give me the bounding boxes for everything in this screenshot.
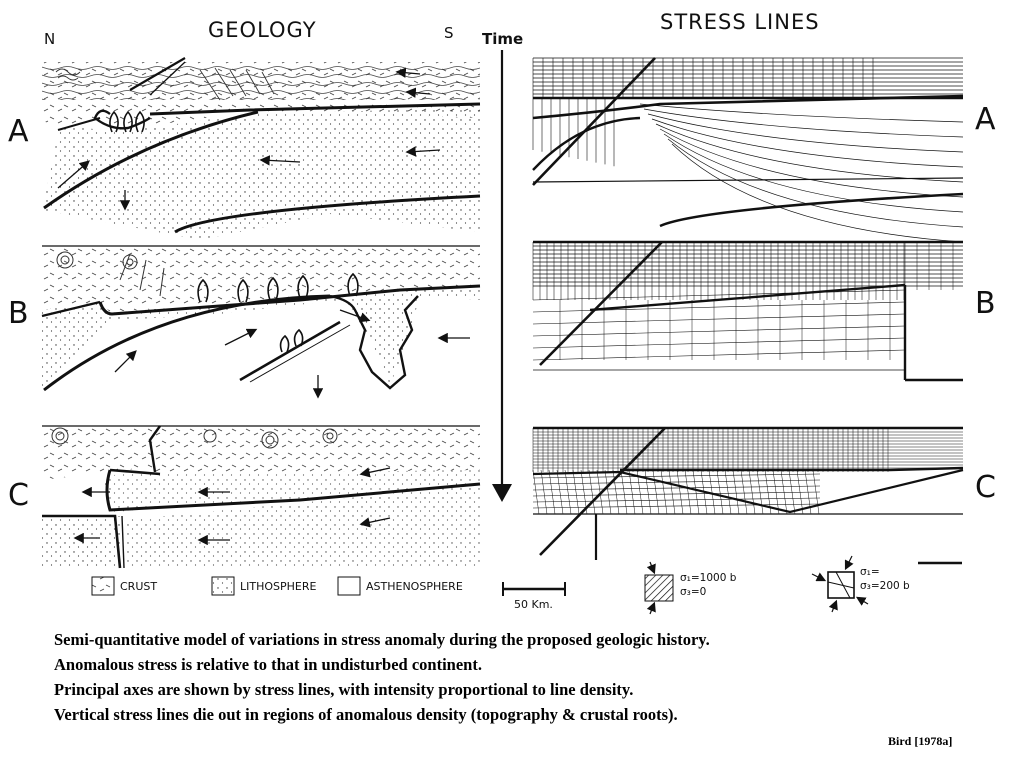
stress-curve: [672, 144, 963, 242]
caption-line-4: Vertical stress lines die out in regions of anomalous density (topography & crustal roots).: [54, 705, 678, 724]
stress-vertical: [749, 470, 755, 514]
stress-vertical: [549, 470, 555, 514]
stress-vertical: [661, 470, 667, 514]
fault-line: [540, 242, 662, 365]
stress-vertical: [717, 470, 723, 514]
stress-panel-b: [533, 242, 963, 380]
panel-label-a-left: A: [8, 114, 29, 149]
stress-curve: [533, 178, 963, 182]
south-label: S: [444, 24, 454, 42]
stress-panel-a: [533, 58, 963, 242]
stress-vertical: [757, 470, 763, 514]
stress-vertical: [533, 470, 539, 514]
stress-vertical: [605, 470, 611, 514]
stress-vertical: [789, 470, 795, 514]
stress-line: [533, 480, 820, 484]
stress-line: [533, 350, 905, 360]
stress-vertical: [541, 470, 547, 514]
stress-vertical: [733, 470, 739, 514]
stress-lines-title: STRESS LINES: [660, 10, 820, 34]
stress-curve: [652, 119, 963, 167]
legend-asthenosphere: ASTHENOSPHERE: [366, 580, 463, 593]
stress-curve: [640, 104, 963, 122]
caption-line-2: Anomalous stress is relative to that in undisturbed continent.: [54, 655, 482, 674]
panel-label-a-right: A: [975, 102, 996, 137]
legend-boxes: [92, 577, 566, 596]
caption-line-3: Principal axes are shown by stress lines, with intensity proportional to line density.: [54, 680, 634, 699]
stress-boundary: [533, 96, 963, 118]
box2-sigma1: σ₁=: [860, 566, 880, 578]
stress-vertical: [653, 470, 659, 514]
stress-line: [533, 504, 820, 508]
panel-label-b-left: B: [8, 296, 29, 331]
stress-line: [533, 474, 820, 478]
stress-vertical: [781, 470, 787, 514]
scale-bar-label: 50 Km.: [514, 598, 553, 611]
geology-panel-a: [42, 58, 480, 240]
stress-vertical: [677, 470, 683, 514]
time-label: Time: [482, 30, 524, 48]
stress-vertical: [685, 470, 691, 514]
stress-line: [533, 338, 905, 348]
stress-vertical: [693, 470, 699, 514]
north-label: N: [44, 30, 56, 48]
stress-vertical: [725, 470, 731, 514]
stress-vertical: [709, 470, 715, 514]
stress-curve: [644, 109, 963, 137]
panel-label-b-right: B: [975, 286, 996, 321]
stress-panel-c: [533, 428, 963, 560]
slab-bottom: [660, 194, 963, 226]
stress-curve: [660, 129, 963, 197]
panel-label-c-right: C: [975, 470, 996, 505]
caption-line-1: Semi-quantitative model of variations in stress anomaly during the proposed geologic history.: [54, 630, 710, 649]
legend-lithosphere: LITHOSPHERE: [240, 580, 317, 593]
stress-vertical: [741, 470, 747, 514]
legend-crust: CRUST: [120, 580, 158, 593]
box2-sigma3: σ₃=200 b: [860, 580, 910, 592]
geology-panel-b: [42, 246, 480, 396]
box1-sigma3: σ₃=0: [680, 586, 707, 598]
stress-vertical: [669, 470, 675, 514]
panel-label-c-left: C: [8, 478, 29, 513]
slab-curve: [533, 118, 640, 170]
stress-curve: [656, 124, 963, 182]
geology-title: GEOLOGY: [208, 18, 317, 42]
time-arrow: [492, 50, 512, 502]
citation: Bird [1978a]: [888, 734, 953, 748]
box1-sigma1: σ₁=1000 b: [680, 572, 737, 584]
stress-line: [533, 302, 905, 312]
stress-line: [533, 326, 905, 336]
stress-boundary: [533, 470, 963, 512]
stress-line: [533, 486, 820, 490]
stress-box-1000b: [645, 562, 673, 614]
geology-panel-c: [42, 426, 480, 568]
